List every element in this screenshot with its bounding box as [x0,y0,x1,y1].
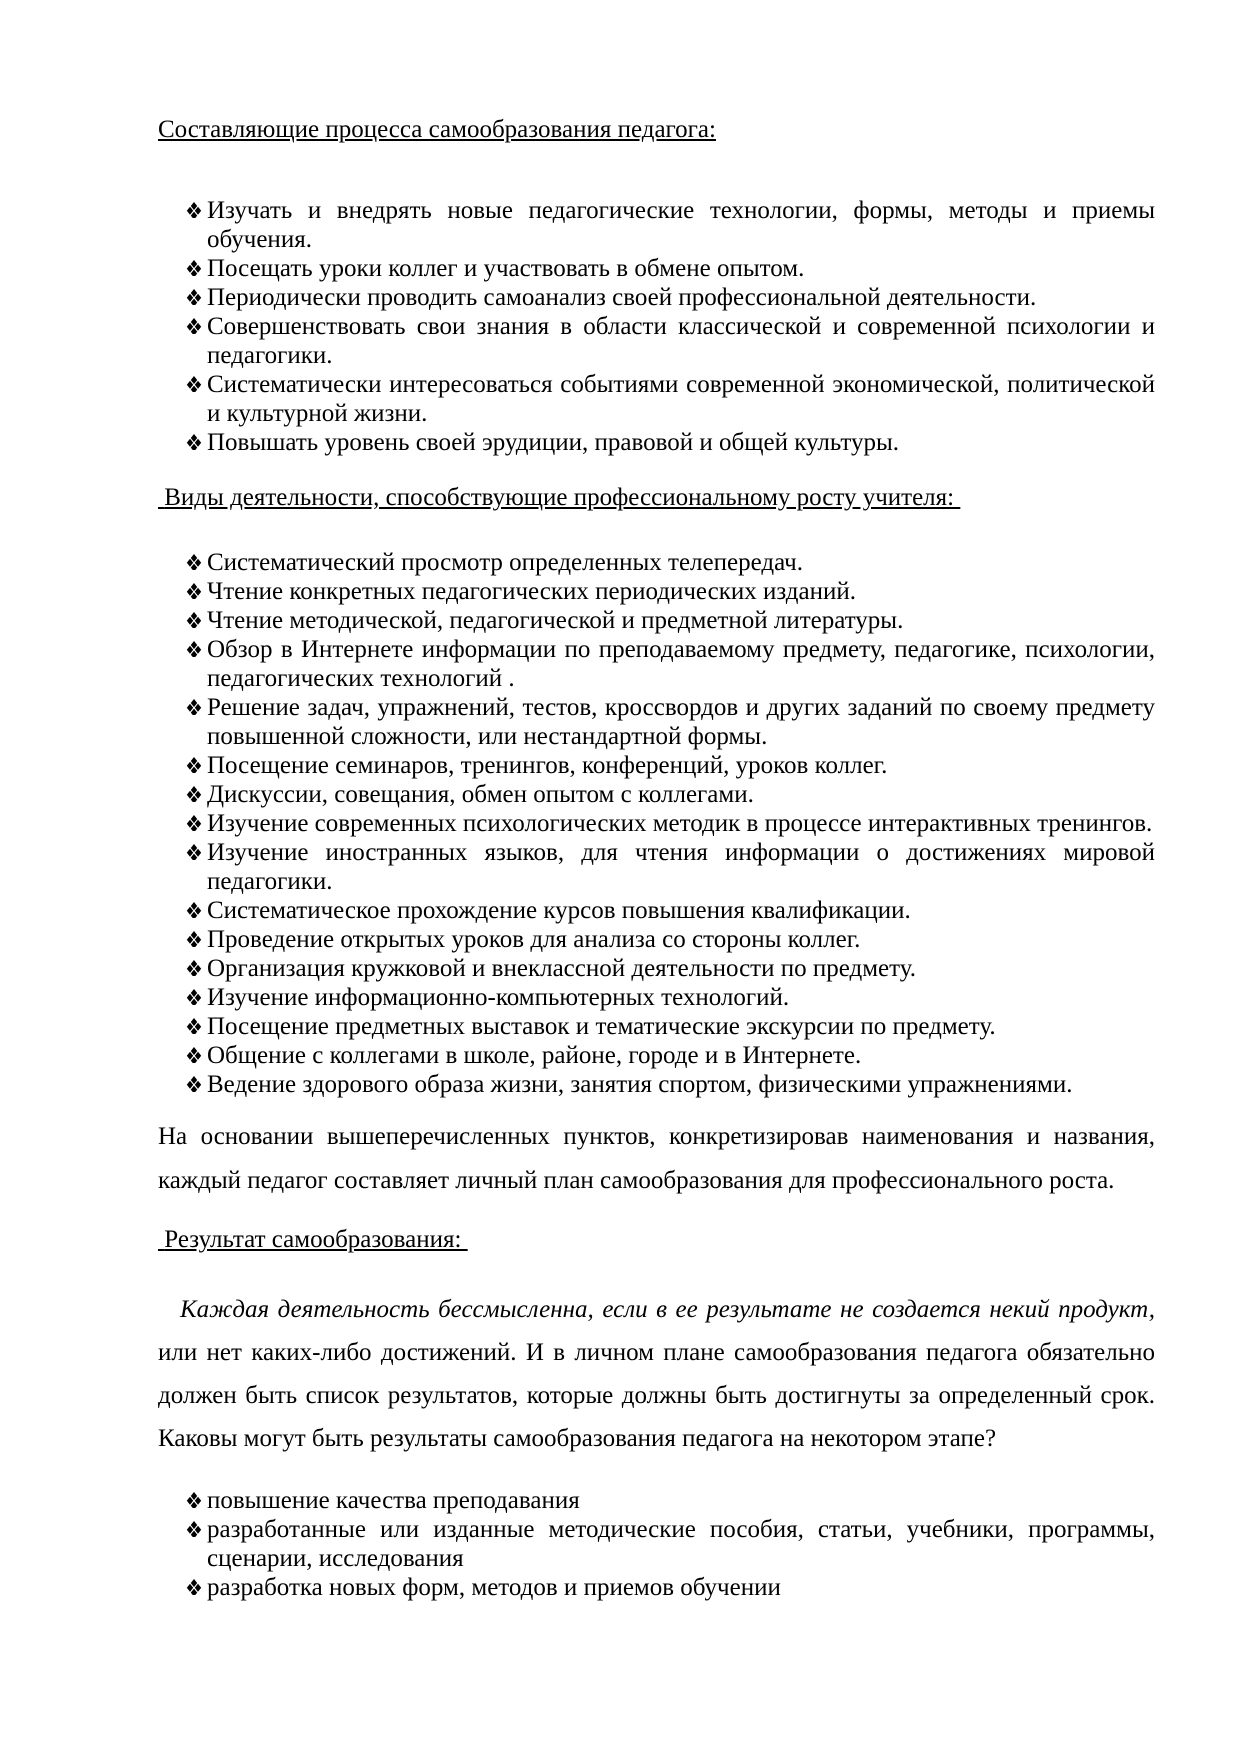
list-item [158,635,1155,693]
list-item-text: Обзор в Интернете информации по преподаваемому предмету, педагогике, психологии, педагогических технологий . [207,636,1155,692]
list-item [158,838,1155,896]
diamond-bullet-icon [186,554,202,570]
list-item [158,780,1155,809]
diamond-bullet-icon [186,757,202,773]
diamond-bullet-icon [186,583,202,599]
diamond-bullet-icon [186,376,202,392]
list-item [158,896,1155,925]
list-item [158,370,1155,428]
list-item-text: Организация кружковой и внеклассной деятельности по предмету. [207,955,916,982]
diamond-bullet-icon [186,1047,202,1063]
diamond-bullet-icon [186,699,202,715]
heading-components-of-self-education: Составляющие процесса самообразования педагога: [158,116,716,143]
list-item-text: Систематический просмотр определенных телепередач. [207,549,803,576]
diamond-bullet-icon [186,1521,202,1537]
diamond-bullet-icon [186,289,202,305]
diamond-bullet-icon [186,989,202,1005]
list-item-text: Совершенствовать свои знания в области классической и современной психологии и педагогики. [207,313,1155,369]
diamond-bullet-icon [186,786,202,802]
list-item-text: Решение задач, упражнений, тестов, кроссвордов и других заданий по своему предмету повышенной сложности, или нестандартной формы. [207,694,1155,750]
list-possible-results [158,1486,1155,1602]
diamond-bullet-icon [186,612,202,628]
diamond-bullet-icon [186,931,202,947]
heading-self-education-result: Результат самообразования: [158,1226,468,1253]
list-item-text: Дискуссии, совещания, обмен опытом с коллегами. [207,781,754,808]
paragraph-quote-italic: Каждая деятельность бессмысленна, если в ее результате не создается некий продукт, [180,1296,1155,1323]
list-item [158,1070,1155,1099]
diamond-bullet-icon [186,260,202,276]
diamond-bullet-icon [186,1492,202,1508]
list-item [158,1041,1155,1070]
list-item [158,254,1155,283]
diamond-bullet-icon [186,1579,202,1595]
list-item [158,809,1155,838]
list-item [158,606,1155,635]
list-item-text: Чтение конкретных педагогических периодических изданий. [207,578,857,605]
list-item-text: Периодически проводить самоанализ своей профессиональной деятельности. [207,284,1037,311]
list-item [158,693,1155,751]
list-professional-growth-activities [158,548,1155,1099]
list-item-text: Изучение современных психологических методик в процессе интерактивных тренингов. [207,810,1153,837]
diamond-bullet-icon [186,844,202,860]
list-item [158,577,1155,606]
list-item [158,925,1155,954]
list-item [158,548,1155,577]
list-item [158,751,1155,780]
list-item [158,1486,1155,1515]
list-item-text: Ведение здорового образа жизни, занятия спортом, физическими упражнениями. [207,1071,1073,1098]
diamond-bullet-icon [186,202,202,218]
list-item [158,283,1155,312]
list-item-text: разработка новых форм, методов и приемов обучении [207,1574,781,1601]
list-item-text: повышение качества преподавания [207,1487,580,1514]
list-item [158,1515,1155,1573]
list-item-text: Повышать уровень своей эрудиции, правовой и общей культуры. [207,429,899,456]
diamond-bullet-icon [186,434,202,450]
list-item-text: Изучение информационно-компьютерных технологий. [207,984,790,1011]
diamond-bullet-icon [186,1018,202,1034]
list-item [158,1012,1155,1041]
diamond-bullet-icon [186,960,202,976]
list-item [158,1573,1155,1602]
diamond-bullet-icon [186,1076,202,1092]
list-item-text: Посещать уроки коллег и участвовать в обмене опытом. [207,255,805,282]
paragraph-results-explanation: или нет каких-либо достижений. И в личном плане самообразования педагога обязательно должен быть список результатов, которые должны быть достигнуты за определенный срок. Каковы могут быть результаты самообразования педагога на некотором этапе? [158,1339,1155,1452]
list-item-text: Чтение методической, педагогической и предметной литературы. [207,607,904,634]
list-item-text: Проведение открытых уроков для анализа со стороны коллег. [207,926,861,953]
list-item [158,954,1155,983]
list-item [158,196,1155,254]
list-item-text: Изучать и внедрять новые педагогические технологии, формы, методы и приемы обучения. [207,197,1155,253]
list-item-text: Систематическое прохождение курсов повышения квалификации. [207,897,911,924]
list-item-text: Посещение предметных выставок и тематические экскурсии по предмету. [207,1013,996,1040]
heading-activity-types: Виды деятельности, способствующие профессиональному росту учителя: [158,484,961,511]
list-self-education-components [158,196,1155,457]
diamond-bullet-icon [186,641,202,657]
paragraph-personal-plan: На основании вышеперечисленных пунктов, конкретизировав наименования и названия, каждый педагог составляет личный план самообразования для профессионального роста. [158,1123,1155,1194]
list-item-text: Систематически интересоваться событиями современной экономической, политической и культурной жизни. [207,371,1155,427]
list-item-text: Изучение иностранных языков, для чтения информации о достижениях мировой педагогики. [207,839,1155,895]
list-item [158,312,1155,370]
list-item-text: Посещение семинаров, тренингов, конференций, уроков коллег. [207,752,888,779]
list-item-text: разработанные или изданные методические пособия, статьи, учебники, программы, сценарии, исследования [207,1516,1155,1572]
list-item-text: Общение с коллегами в школе, районе, городе и в Интернете. [207,1042,862,1069]
list-item [158,983,1155,1012]
list-item [158,428,1155,457]
diamond-bullet-icon [186,815,202,831]
diamond-bullet-icon [186,902,202,918]
diamond-bullet-icon [186,318,202,334]
